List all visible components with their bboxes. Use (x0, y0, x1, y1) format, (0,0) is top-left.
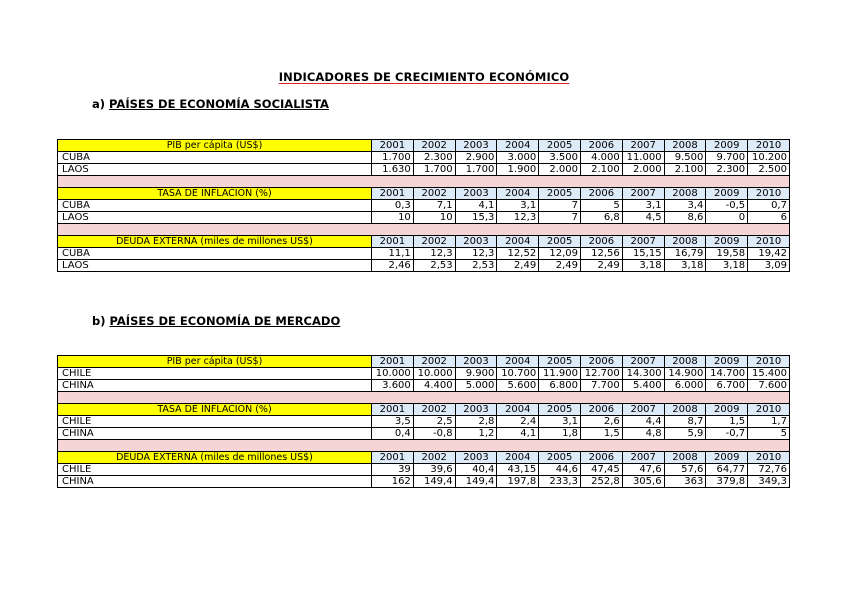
table-cell: 4,1 (497, 428, 539, 440)
year-header: 2002 (413, 356, 455, 368)
year-header: 2007 (622, 452, 664, 464)
table-cell: 149,4 (455, 476, 497, 488)
table-cell: 4,1 (455, 200, 497, 212)
table-cell: 162 (372, 476, 414, 488)
separator-cell (58, 392, 790, 404)
table-cell: 12,3 (455, 248, 497, 260)
year-header: 2006 (580, 188, 622, 200)
country-name: CUBA (58, 152, 372, 164)
table-row (58, 164, 790, 176)
table-cell: 39,6 (413, 464, 455, 476)
table-cell: 4,5 (622, 212, 664, 224)
year-header: 2001 (372, 356, 414, 368)
table-cell: 12,3 (497, 212, 539, 224)
year-header: 2004 (497, 236, 539, 248)
year-header: 2005 (539, 404, 581, 416)
table-cell: 11.900 (539, 368, 581, 380)
table-cell: 2.000 (622, 164, 664, 176)
table-cell: 305,6 (622, 476, 664, 488)
table-cell: 7 (539, 200, 581, 212)
table-cell: -0,5 (706, 200, 748, 212)
table-cell: 9.700 (706, 152, 748, 164)
year-header: 2005 (539, 356, 581, 368)
table-row (58, 416, 790, 428)
table-cell: 0,4 (372, 428, 414, 440)
year-header: 2008 (664, 452, 706, 464)
table-cell: 10.200 (748, 152, 790, 164)
table-cell: 3.000 (497, 152, 539, 164)
year-header: 2002 (413, 452, 455, 464)
year-header: 2006 (580, 356, 622, 368)
country-name: CUBA (58, 200, 372, 212)
table-cell: 2.000 (539, 164, 581, 176)
table-cell: 19,42 (748, 248, 790, 260)
table-cell: 0 (706, 212, 748, 224)
year-header: 2005 (539, 188, 581, 200)
header-row-inflacion (58, 188, 790, 200)
table-cell: 1.700 (413, 164, 455, 176)
table-row (58, 152, 790, 164)
year-header: 2009 (706, 452, 748, 464)
table-cell: 2.100 (664, 164, 706, 176)
header-row-pib (58, 356, 790, 368)
table-cell: 19,58 (706, 248, 748, 260)
separator-cell (58, 176, 790, 188)
table-cell: 14.900 (664, 368, 706, 380)
table-cell: 2,49 (497, 260, 539, 272)
section-prefix: a) (92, 97, 106, 111)
year-header: 2003 (455, 188, 497, 200)
table-cell: 11.000 (622, 152, 664, 164)
table-cell: 44,6 (539, 464, 581, 476)
country-name: CHILE (58, 464, 372, 476)
table-cell: 2,6 (580, 416, 622, 428)
table-cell: 47,45 (580, 464, 622, 476)
table-cell: 7.700 (580, 380, 622, 392)
table-cell: 4,4 (622, 416, 664, 428)
table-cell: 1,2 (455, 428, 497, 440)
table-cell: 6,8 (580, 212, 622, 224)
year-header: 2003 (455, 236, 497, 248)
table-cell: 40,4 (455, 464, 497, 476)
year-header: 2008 (664, 356, 706, 368)
year-header: 2006 (580, 140, 622, 152)
table-row (58, 428, 790, 440)
table-row (58, 260, 790, 272)
table-cell: 14.700 (706, 368, 748, 380)
table-cell: 15.400 (748, 368, 790, 380)
country-name: CHILE (58, 416, 372, 428)
year-header: 2002 (413, 404, 455, 416)
table-cell: 2,46 (372, 260, 414, 272)
table-cell: 6.000 (664, 380, 706, 392)
year-header: 2006 (580, 236, 622, 248)
indicator-label: PIB per cápita (US$) (58, 140, 372, 152)
section-prefix: b) (92, 314, 106, 328)
table-socialist-economies (57, 139, 790, 272)
section-title: PAÍSES DE ECONOMÍA DE MERCADO (109, 314, 341, 328)
table-cell: 2.300 (706, 164, 748, 176)
year-header: 2010 (748, 404, 790, 416)
table-cell: 363 (664, 476, 706, 488)
table-cell: 149,4 (413, 476, 455, 488)
year-header: 2008 (664, 140, 706, 152)
table-cell: 12,09 (539, 248, 581, 260)
table-cell: 2,53 (455, 260, 497, 272)
year-header: 2009 (706, 356, 748, 368)
year-header: 2001 (372, 452, 414, 464)
table-cell: 12,3 (413, 248, 455, 260)
country-name: CHINA (58, 476, 372, 488)
table-row (58, 212, 790, 224)
table-cell: 233,3 (539, 476, 581, 488)
table-cell: 1,7 (748, 416, 790, 428)
table-cell: 197,8 (497, 476, 539, 488)
table-cell: 3,1 (622, 200, 664, 212)
year-header: 2004 (497, 452, 539, 464)
section-heading-market (92, 314, 340, 328)
table-row (58, 368, 790, 380)
table-cell: 16,79 (664, 248, 706, 260)
table-cell: 72,76 (748, 464, 790, 476)
table-cell: 3.600 (372, 380, 414, 392)
country-name: LAOS (58, 260, 372, 272)
header-row-inflacion (58, 404, 790, 416)
table-cell: 2.900 (455, 152, 497, 164)
table-cell: 349,3 (748, 476, 790, 488)
year-header: 2008 (664, 236, 706, 248)
table-cell: 10 (372, 212, 414, 224)
table-market-economies (57, 355, 790, 488)
separator-cell (58, 440, 790, 452)
indicator-label: PIB per cápita (US$) (58, 356, 372, 368)
table-cell: 7,1 (413, 200, 455, 212)
country-name: LAOS (58, 164, 372, 176)
year-header: 2010 (748, 188, 790, 200)
table-row (58, 380, 790, 392)
table-cell: 2.100 (580, 164, 622, 176)
indicator-label: DEUDA EXTERNA (miles de millones US$) (58, 452, 372, 464)
table-cell: 39 (372, 464, 414, 476)
table-cell: 3,18 (622, 260, 664, 272)
table-cell: 252,8 (580, 476, 622, 488)
table-cell: 1,5 (706, 416, 748, 428)
table-cell: 64,77 (706, 464, 748, 476)
year-header: 2003 (455, 452, 497, 464)
table-cell: 2,49 (580, 260, 622, 272)
year-header: 2009 (706, 236, 748, 248)
table-cell: 57,6 (664, 464, 706, 476)
year-header: 2005 (539, 140, 581, 152)
table-row (58, 476, 790, 488)
table-cell: 11,1 (372, 248, 414, 260)
separator-row (58, 224, 790, 236)
table-cell: -0,8 (413, 428, 455, 440)
table-row (58, 248, 790, 260)
country-name: CUBA (58, 248, 372, 260)
table-cell: 1.700 (455, 164, 497, 176)
year-header: 2001 (372, 188, 414, 200)
section-title: PAÍSES DE ECONOMÍA SOCIALISTA (109, 97, 329, 111)
table-cell: 2,53 (413, 260, 455, 272)
table-cell: 0,7 (748, 200, 790, 212)
year-header: 2004 (497, 404, 539, 416)
year-header: 2005 (539, 236, 581, 248)
table-cell: 2,8 (455, 416, 497, 428)
table-cell: -0,7 (706, 428, 748, 440)
table-cell: 5.400 (622, 380, 664, 392)
table-cell: 10.700 (497, 368, 539, 380)
country-name: CHINA (58, 428, 372, 440)
year-header: 2001 (372, 404, 414, 416)
table-cell: 4.000 (580, 152, 622, 164)
year-header: 2004 (497, 188, 539, 200)
table-cell: 1.630 (372, 164, 414, 176)
year-header: 2010 (748, 452, 790, 464)
year-header: 2007 (622, 356, 664, 368)
year-header: 2006 (580, 452, 622, 464)
indicator-label: TASA DE INFLACIÓN (%) (58, 404, 372, 416)
table-cell: 1,8 (539, 428, 581, 440)
table-cell: 9.900 (455, 368, 497, 380)
year-header: 2005 (539, 452, 581, 464)
year-header: 2001 (372, 140, 414, 152)
table-cell: 3,4 (664, 200, 706, 212)
table-cell: 12.700 (580, 368, 622, 380)
table-cell: 7 (539, 212, 581, 224)
table-cell: 1.700 (372, 152, 414, 164)
table-cell: 14.300 (622, 368, 664, 380)
year-header: 2010 (748, 356, 790, 368)
year-header: 2003 (455, 140, 497, 152)
table-cell: 3,5 (372, 416, 414, 428)
separator-cell (58, 224, 790, 236)
year-header: 2007 (622, 404, 664, 416)
table-cell: 12,52 (497, 248, 539, 260)
table-cell: 12,56 (580, 248, 622, 260)
table-cell: 6.800 (539, 380, 581, 392)
table-cell: 2.500 (748, 164, 790, 176)
year-header: 2002 (413, 188, 455, 200)
separator-row (58, 392, 790, 404)
header-row-deuda (58, 452, 790, 464)
table-cell: 8,6 (664, 212, 706, 224)
table-cell: 1,5 (580, 428, 622, 440)
table-cell: 0,3 (372, 200, 414, 212)
table-cell: 15,15 (622, 248, 664, 260)
year-header: 2007 (622, 188, 664, 200)
year-header: 2001 (372, 236, 414, 248)
table-cell: 3,09 (748, 260, 790, 272)
section-heading-socialist (92, 97, 329, 111)
table-cell: 379,8 (706, 476, 748, 488)
table-cell: 8,7 (664, 416, 706, 428)
year-header: 2009 (706, 140, 748, 152)
year-header: 2008 (664, 404, 706, 416)
table-cell: 5 (748, 428, 790, 440)
table-cell: 6 (748, 212, 790, 224)
table-cell: 3,1 (497, 200, 539, 212)
table-cell: 10 (413, 212, 455, 224)
table-cell: 3,18 (706, 260, 748, 272)
table-cell: 7.600 (748, 380, 790, 392)
year-header: 2004 (497, 356, 539, 368)
table-cell: 1.900 (497, 164, 539, 176)
year-header: 2002 (413, 236, 455, 248)
table-cell: 3,18 (664, 260, 706, 272)
table-cell: 2.300 (413, 152, 455, 164)
table-cell: 15,3 (455, 212, 497, 224)
separator-row (58, 440, 790, 452)
table-cell: 9.500 (664, 152, 706, 164)
year-header: 2003 (455, 356, 497, 368)
year-header: 2009 (706, 188, 748, 200)
table-cell: 6.700 (706, 380, 748, 392)
year-header: 2010 (748, 236, 790, 248)
table-cell: 3.500 (539, 152, 581, 164)
table-cell: 43,15 (497, 464, 539, 476)
table-cell: 47,6 (622, 464, 664, 476)
year-header: 2007 (622, 140, 664, 152)
header-row-deuda (58, 236, 790, 248)
table-cell: 4.400 (413, 380, 455, 392)
header-row-pib (58, 140, 790, 152)
indicator-label: DEUDA EXTERNA (miles de millones US$) (58, 236, 372, 248)
table-cell: 2,5 (413, 416, 455, 428)
table-cell: 5 (580, 200, 622, 212)
year-header: 2004 (497, 140, 539, 152)
year-header: 2003 (455, 404, 497, 416)
table-cell: 2,49 (539, 260, 581, 272)
year-header: 2010 (748, 140, 790, 152)
page-title: INDICADORES DE CRECIMIENTO ECONÓMICO (278, 70, 570, 84)
country-name: CHINA (58, 380, 372, 392)
indicator-label: TASA DE INFLACIÓN (%) (58, 188, 372, 200)
country-name: CHILE (58, 368, 372, 380)
table-cell: 5.600 (497, 380, 539, 392)
separator-row (58, 176, 790, 188)
table-row (58, 464, 790, 476)
table-cell: 2,4 (497, 416, 539, 428)
table-cell: 10.000 (413, 368, 455, 380)
country-name: LAOS (58, 212, 372, 224)
year-header: 2006 (580, 404, 622, 416)
table-cell: 5.000 (455, 380, 497, 392)
table-cell: 4,8 (622, 428, 664, 440)
year-header: 2002 (413, 140, 455, 152)
year-header: 2007 (622, 236, 664, 248)
table-row (58, 200, 790, 212)
table-cell: 3,1 (539, 416, 581, 428)
table-cell: 5,9 (664, 428, 706, 440)
year-header: 2008 (664, 188, 706, 200)
table-cell: 10.000 (372, 368, 414, 380)
year-header: 2009 (706, 404, 748, 416)
